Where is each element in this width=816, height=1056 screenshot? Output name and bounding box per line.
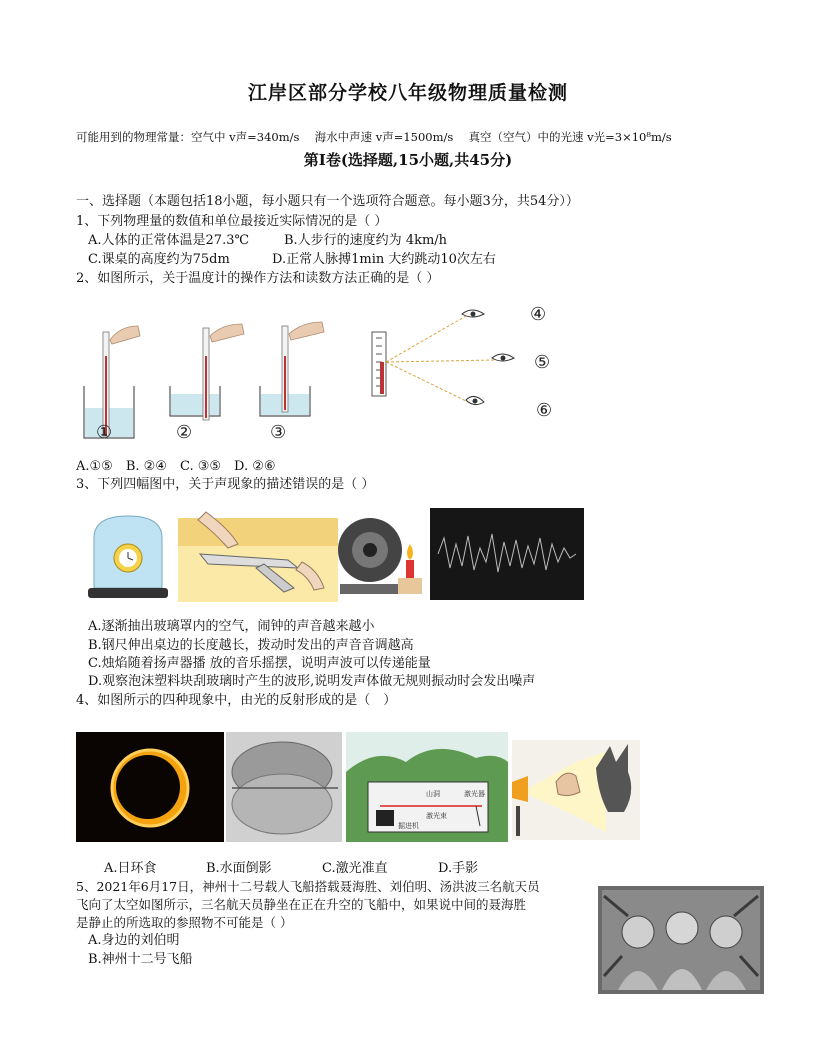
q5-option-b: B.神州十二号飞船	[88, 952, 193, 967]
q2-stem: 2、如图所示，关于温度计的操作方法和读数方法正确的是（ ）	[76, 271, 440, 286]
sound-figures	[88, 508, 584, 602]
laser-label: 激光器	[464, 790, 485, 798]
q3-stem: 3、下列四幅图中，关于声现象的描述错误的是（ ）	[76, 477, 375, 492]
laser-tunnel-image	[346, 732, 508, 842]
light-figures	[76, 732, 640, 842]
section-intro: 一、选择题（本题包括18小题，每小题只有一个选项符合题意。每小题3分，共54分））	[76, 194, 579, 209]
q3-option-c: C.烛焰随着扬声器播 放的音乐摇摆，说明声波可以传递能量	[88, 656, 431, 671]
astronauts-photo	[598, 886, 764, 994]
eclipse-image	[76, 732, 224, 842]
q3-option-a: A.逐渐抽出玻璃罩内的空气，闹钟的声音越来越小	[88, 619, 375, 634]
q1-option-a: A.人体的正常体温是27.3℃	[88, 233, 250, 248]
eye-icon	[462, 310, 514, 405]
q1-option-c: C.课桌的高度约为75dm	[88, 252, 230, 267]
speaker-candle-image	[338, 518, 422, 594]
q4-option-a: A.日环食	[104, 861, 157, 876]
q1-stem: 1、下列物理量的数值和单位最接近实际情况的是（ ）	[76, 214, 388, 229]
q2-options: A.①⑤ B. ②④ C. ③⑤ D. ②⑥	[76, 459, 276, 474]
physical-constants: 可能用到的物理常量：空气中 v声=340m/s 海水中声速 v声=1500m/s 真空（空气）中的光速 v光=3×10⁸m/s	[76, 130, 672, 144]
q5-stem-line2: 飞向了太空如图所示，三名航天员静坐在正在升空的飞船中，如果说中间的聂海胜	[76, 897, 527, 912]
q4-option-d: D.手影	[438, 861, 479, 876]
label-2: ②	[176, 422, 193, 443]
q4-option-c: C.激光准直	[322, 861, 388, 876]
q5-option-a: A.身边的刘伯明	[88, 933, 180, 948]
beam-label: 激光束	[426, 812, 447, 820]
beaker-2	[170, 324, 244, 420]
q3-option-d: D.观察泡沫塑料块刮玻璃时产生的波形,说明发声体做无规则振动时会发出噪声	[88, 674, 536, 689]
water-reflection-image	[226, 732, 342, 842]
thermometer-figure	[76, 296, 596, 446]
q1-option-d: D.正常人脉搏1min 大约跳动10次左右	[272, 252, 496, 267]
waveform-image	[430, 508, 584, 600]
label-4: ④	[530, 304, 547, 325]
label-3: ③	[270, 422, 287, 443]
label-5: ⑤	[534, 352, 551, 373]
machine-label: 掘进机	[398, 822, 419, 830]
q4-option-b: B.水面倒影	[206, 861, 272, 876]
page-title: 江岸区部分学校八年级物理质量检测	[247, 82, 568, 104]
q5-stem-line1: 5、2021年6月17日，神州十二号载人飞船搭载聂海胜、刘伯明、汤洪波三名航天员	[76, 879, 540, 894]
hand-shadow-image	[512, 740, 640, 840]
q4-stem: 4、如图所示的四种现象中，由光的反射形成的是（ ）	[76, 693, 397, 708]
q5-stem-line3: 是静止的所选取的参照物不可能是（ ）	[76, 915, 293, 930]
q1-option-b: B.人步行的速度约为 4km/h	[284, 233, 448, 248]
label-6: ⑥	[536, 400, 553, 421]
ruler-image	[178, 512, 338, 602]
reading-thermometer	[372, 316, 496, 402]
beaker-3	[260, 322, 324, 416]
q3-option-b: B.钢尺伸出桌边的长度越长，拨动时发出的声音音调越高	[88, 638, 414, 653]
tunnel-label: 山洞	[426, 790, 440, 798]
label-1: ①	[96, 422, 113, 443]
bell-jar-image	[88, 516, 168, 598]
section-heading: 第Ⅰ卷(选择题,15小题,共45分)	[303, 151, 513, 169]
